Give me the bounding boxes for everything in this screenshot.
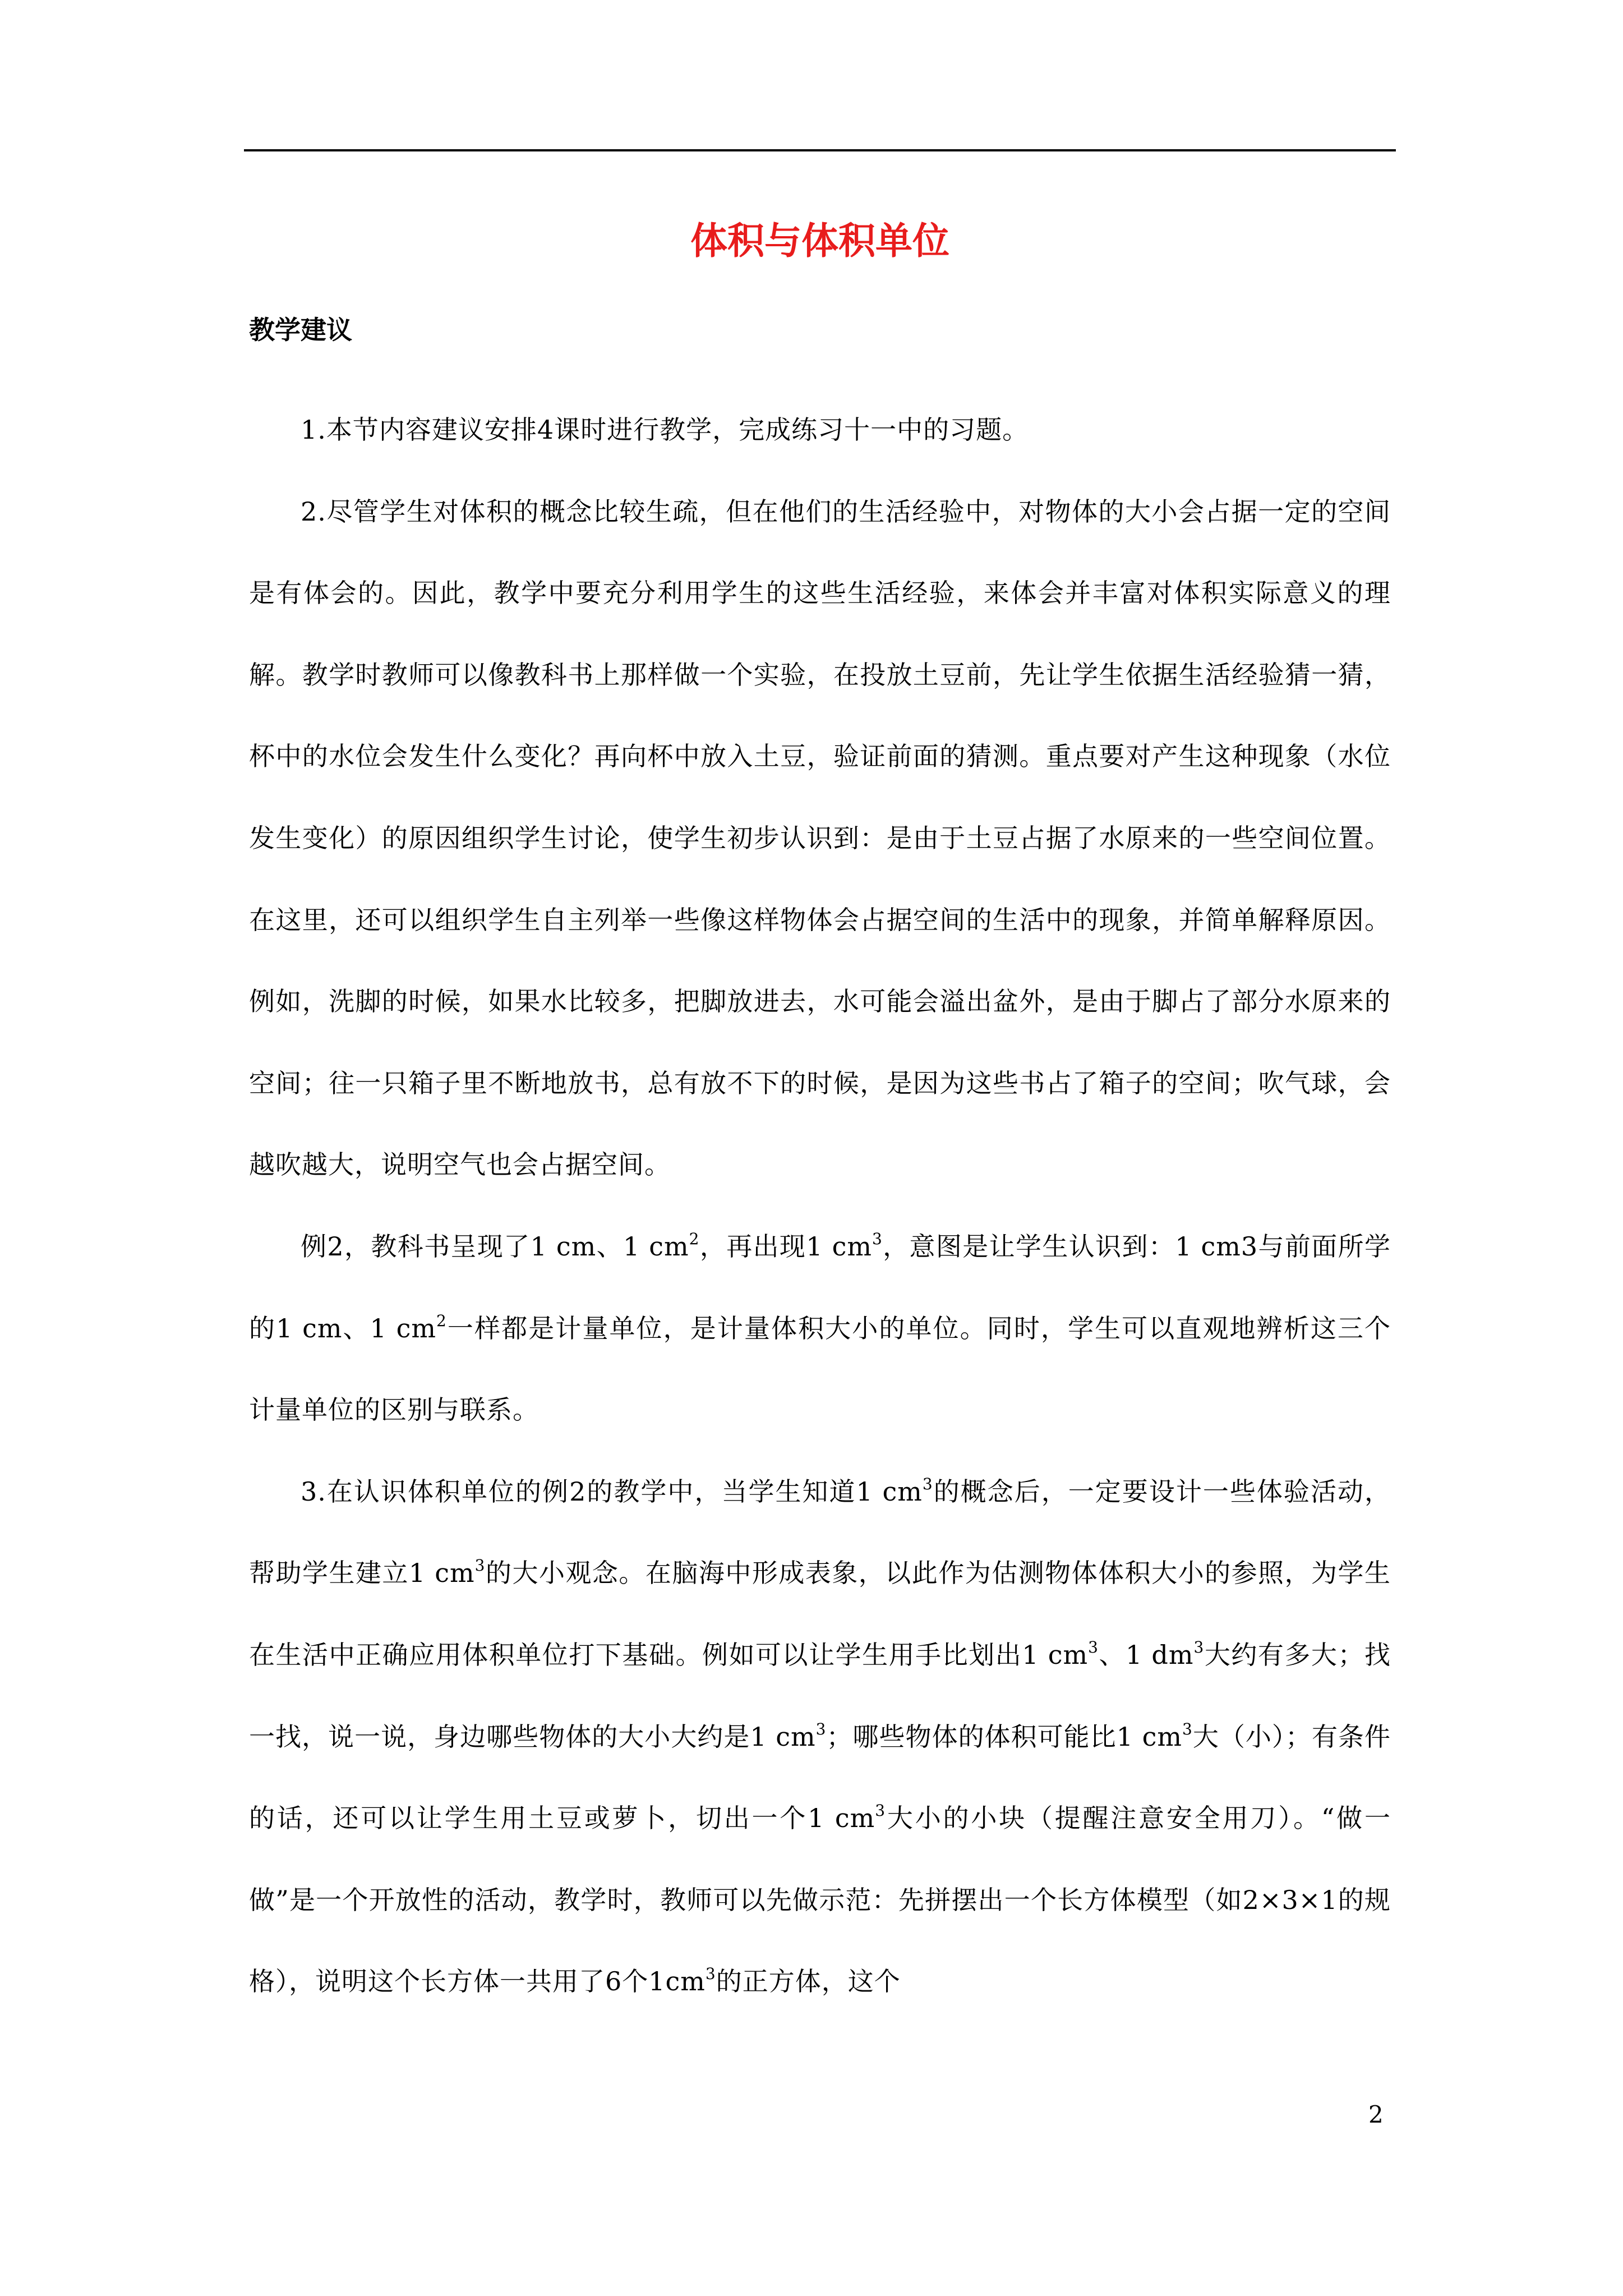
superscript: 3 [875, 1801, 886, 1820]
superscript: 3 [872, 1229, 883, 1248]
superscript: 3 [1193, 1637, 1205, 1657]
text-run: 3.在认识体积单位的例2的教学中，当学生知道1 cm [301, 1476, 923, 1507]
paragraph-3 [249, 1206, 1391, 1451]
superscript: 3 [815, 1719, 827, 1738]
text-run: 的正方体，这个 [716, 1966, 901, 1997]
superscript: 3 [1182, 1719, 1193, 1738]
text-run: 、1 dm [1098, 1639, 1194, 1670]
page-title: 体积与体积单位 [690, 219, 949, 263]
text-run: 大（小）；有条件的话，还可以让学生用土豆或萝卜，切出一个1 cm [249, 1721, 1391, 1834]
section-heading: 教学建议 [249, 315, 352, 345]
paragraph-4 [249, 1451, 1391, 2023]
text-run: 例2，教科书呈现了1 cm、1 cm [301, 1231, 689, 1262]
text-run: ，再出现1 cm [699, 1231, 872, 1262]
text-run: 一样都是计量单位，是计量体积大小的单位。同时，学生可以直观地辨析这三个计量单位的区别与联系。 [249, 1313, 1391, 1425]
superscript: 3 [705, 1964, 716, 1984]
page-number: 2 [1368, 2101, 1384, 2128]
superscript: 3 [1088, 1637, 1099, 1657]
header-rule [244, 149, 1396, 151]
superscript: 3 [474, 1556, 486, 1575]
paragraph-1: 1.本节内容建议安排4课时进行教学，完成练习十一中的习题。 [301, 415, 1029, 445]
document-body [249, 389, 1391, 2023]
text-run: 的大小观念。在脑海中形成表象，以此作为估测物体体积大小的参照，为学生在生活中正确应用体积单位打下基础。例如可以让学生用手比划出1 cm [249, 1558, 1391, 1670]
superscript: 2 [689, 1229, 700, 1248]
text-run: 大小的小块（提醒注意安全用刀）。“做一做”是一个开放性的活动，教学时，教师可以先做示范：先拼摆出一个长方体模型（如2×3×1的规格），说明这个长方体一共用了6个1cm [249, 1803, 1391, 1997]
superscript: 2 [436, 1311, 447, 1330]
superscript: 3 [922, 1474, 933, 1493]
text-run: 的概念后，一定要设计一些体验活动，帮助学生建立1 cm [249, 1476, 1391, 1589]
text-run: ，意图是让学生认识到：1 cm3与前面所学的1 cm、1 cm [249, 1231, 1391, 1343]
text-run: ；哪些物体的体积可能比1 cm [826, 1721, 1183, 1752]
text-run: 大约有多大；找一找，说一说，身边哪些物体的大小大约是1 cm [249, 1639, 1391, 1752]
paragraph-2: 2.尽管学生对体积的概念比较生疏，但在他们的生活经验中，对物体的大小会占据一定的空间是有体会的。因此，教学中要充分利用学生的这些生活经验，来体会并丰富对体积实际意义的理解。教学时教师可以像教科书上那样做一个实验，在投放土豆前，先让学生依据生活经验猜一猜，杯中的水位会发生什么变化？再向杯中放入土豆，验证前面的猜测。重点要对产生这种现象（水位发生变化）的原因组织学生讨论，使学生初步认识到：是由于土豆占据了水原来的一些空间位置。在这里，还可以组织学生自主列举一些像这样物体会占据空间的生活中的现象，并简单解释原因。例如，洗脚的时候，如果水比较多，把脚放进去，水可能会溢出盆外，是由于脚占了部分水原来的空间；往一只箱子里不断地放书，总有放不下的时候，是因为这些书占了箱子的空间；吹气球，会越吹越大，说明空气也会占据空间。 [249, 496, 1391, 1180]
